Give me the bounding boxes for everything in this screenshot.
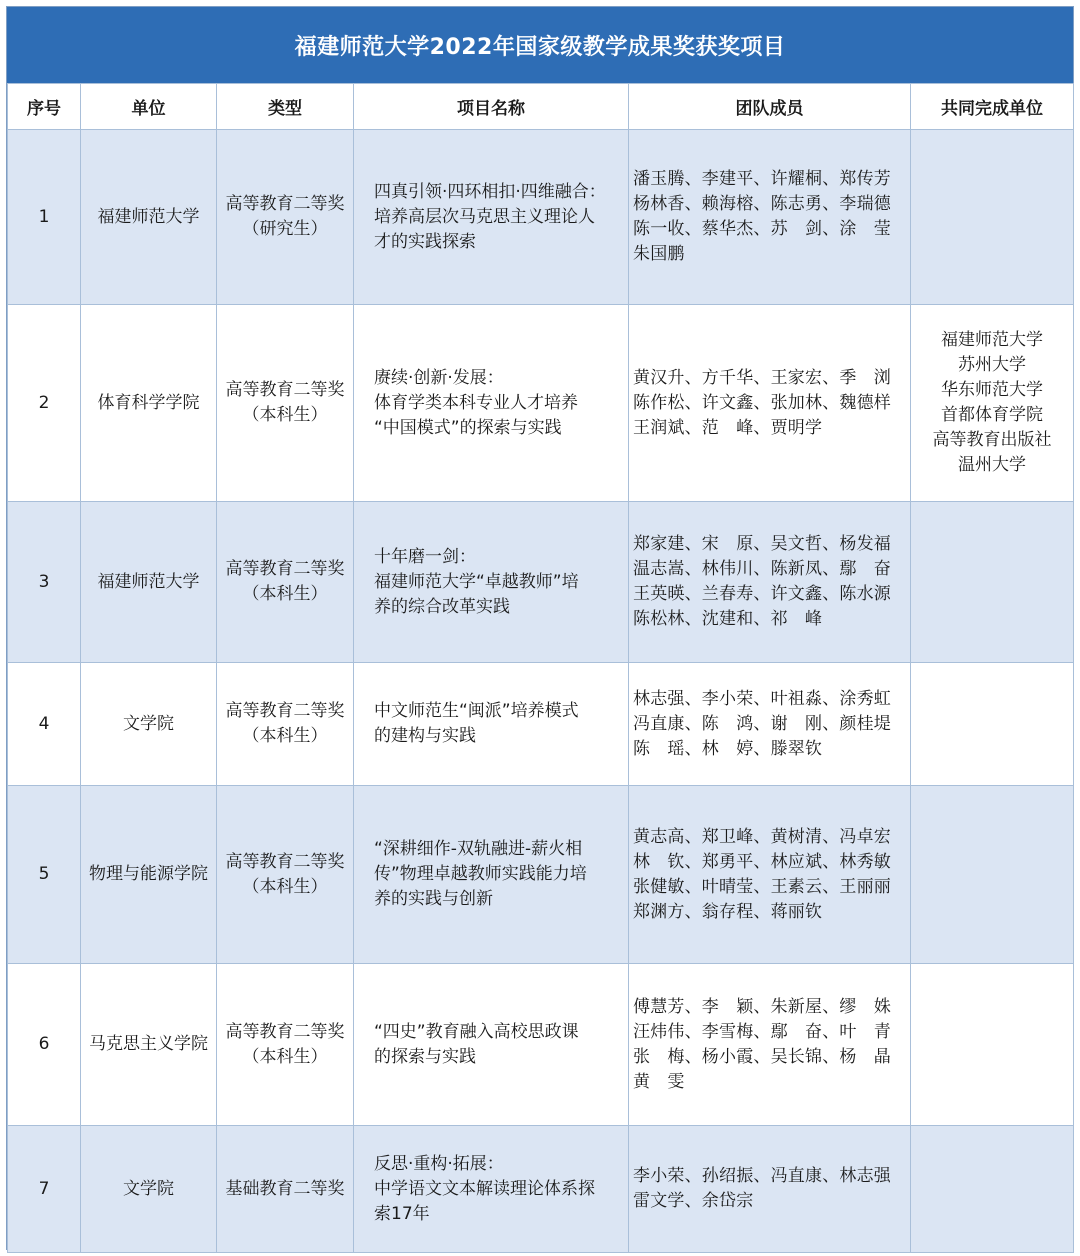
member-line: 陈松林、沈建和、祁 峰: [633, 609, 823, 629]
member-line: 温志嵩、林伟川、陈新凤、鄢 奋: [633, 559, 891, 579]
cell-members: [629, 964, 911, 1126]
cell-type: [217, 1126, 354, 1253]
cell-partners: [911, 663, 1074, 786]
cell-unit: 马克思主义学院: [81, 964, 217, 1126]
cell-partners: [911, 305, 1074, 502]
member-line: 朱国鹏: [633, 244, 685, 264]
header-no: 序号: [8, 84, 81, 130]
member-line: 王润斌、范 峰、贾明学: [633, 417, 823, 438]
member-line: 张健敏、叶晴莹、王素云、王丽丽: [633, 876, 891, 897]
cell-members: [629, 663, 911, 786]
partner-line: 温州大学: [958, 455, 1026, 475]
cell-project: [354, 305, 629, 502]
project-line: “四史”教育融入高校思政课: [374, 1021, 579, 1042]
type-line: 高等教育二等奖: [225, 701, 345, 721]
table-title: 福建师范大学2022年国家级教学成果奖获奖项目: [7, 7, 1073, 83]
cell-project: [354, 964, 629, 1126]
cell-type: [217, 502, 354, 663]
project-line: 十年磨一剑：: [374, 546, 476, 567]
cell-project: [354, 1126, 629, 1253]
project-line: 传”物理卓越教师实践能力培: [374, 864, 587, 884]
member-line: 张 梅、杨小霞、吴长锦、杨 晶: [633, 1046, 891, 1067]
cell-unit: 福建师范大学: [81, 502, 217, 663]
cell-members: [629, 305, 911, 502]
project-line: 体育学类本科专业人才培养: [374, 392, 578, 413]
cell-type: [217, 130, 354, 305]
project-line: 养的综合改革实践: [374, 596, 510, 617]
table-row: [8, 305, 1074, 502]
cell-no: 5: [8, 786, 81, 964]
type-line: （研究生）: [242, 219, 328, 239]
cell-type: [217, 786, 354, 964]
cell-project: [354, 130, 629, 305]
member-line: 冯直康、陈 鸿、谢 刚、颜桂堤: [633, 713, 891, 734]
member-line: 郑家建、宋 原、吴文哲、杨发福: [633, 534, 891, 554]
cell-unit: 文学院: [81, 663, 217, 786]
cell-unit: 体育科学学院: [81, 305, 217, 502]
table-row: [8, 502, 1074, 663]
table-row: [8, 964, 1074, 1126]
type-line: （本科生）: [242, 876, 328, 897]
project-line: 索17年: [374, 1203, 430, 1224]
member-line: 林志强、李小荣、叶祖淼、涂秀虹: [633, 688, 891, 709]
cell-partners: [911, 964, 1074, 1126]
cell-no: 4: [8, 663, 81, 786]
type-line: 高等教育二等奖: [225, 559, 345, 579]
type-line: 高等教育二等奖: [225, 194, 345, 214]
member-line: 傅慧芳、李 颖、朱新屋、缪 姝: [633, 996, 891, 1017]
project-line: 反思·重构·拓展：: [374, 1153, 504, 1174]
project-line: 四真引领·四环相扣·四维融合：: [374, 181, 606, 202]
project-line: “中国模式”的探索与实践: [374, 417, 562, 438]
cell-type: [217, 663, 354, 786]
member-line: 陈一收、蔡华杰、苏 剑、涂 莹: [633, 219, 891, 239]
type-line: （本科生）: [242, 726, 328, 746]
project-line: 福建师范大学“卓越教师”培: [374, 571, 579, 592]
member-line: 李小荣、孙绍振、冯直康、林志强: [633, 1166, 891, 1186]
cell-type: [217, 964, 354, 1126]
cell-no: 2: [8, 305, 81, 502]
partner-line: 高等教育出版社: [932, 430, 1052, 450]
partner-line: 首都体育学院: [941, 405, 1043, 425]
member-line: 林 钦、郑勇平、林应斌、林秀敏: [633, 851, 891, 872]
cell-no: 3: [8, 502, 81, 663]
member-line: 黄志高、郑卫峰、黄树清、冯卓宏: [633, 826, 891, 847]
project-line: 培养高层次马克思主义理论人: [374, 206, 595, 227]
header-project: 项目名称: [354, 84, 629, 130]
cell-no: 7: [8, 1126, 81, 1253]
project-line: 的探索与实践: [374, 1046, 476, 1067]
table-row: [8, 786, 1074, 964]
type-line: （本科生）: [242, 584, 328, 604]
header-members: 团队成员: [629, 84, 911, 130]
member-line: 黄汉升、方千华、王家宏、季 浏: [633, 367, 891, 388]
cell-members: [629, 786, 911, 964]
member-line: 汪炜伟、李雪梅、鄢 奋、叶 青: [633, 1021, 891, 1042]
table-row: [8, 663, 1074, 786]
project-line: 养的实践与创新: [374, 889, 493, 909]
cell-unit: 物理与能源学院: [81, 786, 217, 964]
member-line: 潘玉腾、李建平、许耀桐、郑传芳: [633, 169, 891, 189]
type-line: （本科生）: [242, 1046, 328, 1067]
project-line: 赓续·创新·发展：: [374, 367, 504, 388]
member-line: 陈 瑶、林 婷、滕翠钦: [633, 738, 823, 759]
header-partners: 共同完成单位: [911, 84, 1074, 130]
project-line: 中学语文文本解读理论体系探: [374, 1178, 595, 1199]
cell-no: 6: [8, 964, 81, 1126]
cell-partners: [911, 502, 1074, 663]
cell-members: [629, 502, 911, 663]
member-line: 陈作松、许文鑫、张加林、魏德样: [633, 392, 891, 413]
member-line: 雷文学、余岱宗: [633, 1191, 754, 1211]
cell-type: [217, 305, 354, 502]
cell-unit: 福建师范大学: [81, 130, 217, 305]
project-line: 的建构与实践: [374, 726, 476, 746]
cell-no: 1: [8, 130, 81, 305]
header-type: 类型: [217, 84, 354, 130]
table-row: [8, 1126, 1074, 1253]
type-line: （本科生）: [242, 405, 328, 425]
awards-table: [7, 83, 1074, 1253]
cell-partners: [911, 130, 1074, 305]
cell-project: [354, 502, 629, 663]
member-line: 王英暎、兰春寿、许文鑫、陈水源: [633, 584, 891, 604]
cell-members: [629, 1126, 911, 1253]
project-line: “深耕细作-双轨融进-薪火相: [374, 839, 583, 859]
member-line: 黄 雯: [633, 1071, 685, 1092]
type-line: 基础教育二等奖: [225, 1178, 345, 1199]
type-line: 高等教育二等奖: [225, 380, 345, 400]
cell-project: [354, 786, 629, 964]
header-unit: 单位: [81, 84, 217, 130]
type-line: 高等教育二等奖: [225, 1021, 345, 1042]
project-line: 中文师范生“闽派”培养模式: [374, 701, 579, 721]
table-frame: [6, 6, 1074, 1250]
table-row: [8, 130, 1074, 305]
member-line: 杨林香、赖海榕、陈志勇、李瑞德: [633, 194, 891, 214]
partner-line: 福建师范大学: [941, 330, 1043, 350]
type-line: 高等教育二等奖: [225, 851, 345, 872]
member-line: 郑渊方、翁存程、蒋丽钦: [633, 901, 823, 922]
project-line: 才的实践探索: [374, 231, 476, 252]
cell-partners: [911, 786, 1074, 964]
partner-line: 华东师范大学: [941, 380, 1043, 400]
cell-partners: [911, 1126, 1074, 1253]
cell-project: [354, 663, 629, 786]
cell-unit: 文学院: [81, 1126, 217, 1253]
header-row: [8, 84, 1074, 130]
cell-members: [629, 130, 911, 305]
partner-line: 苏州大学: [958, 355, 1026, 375]
